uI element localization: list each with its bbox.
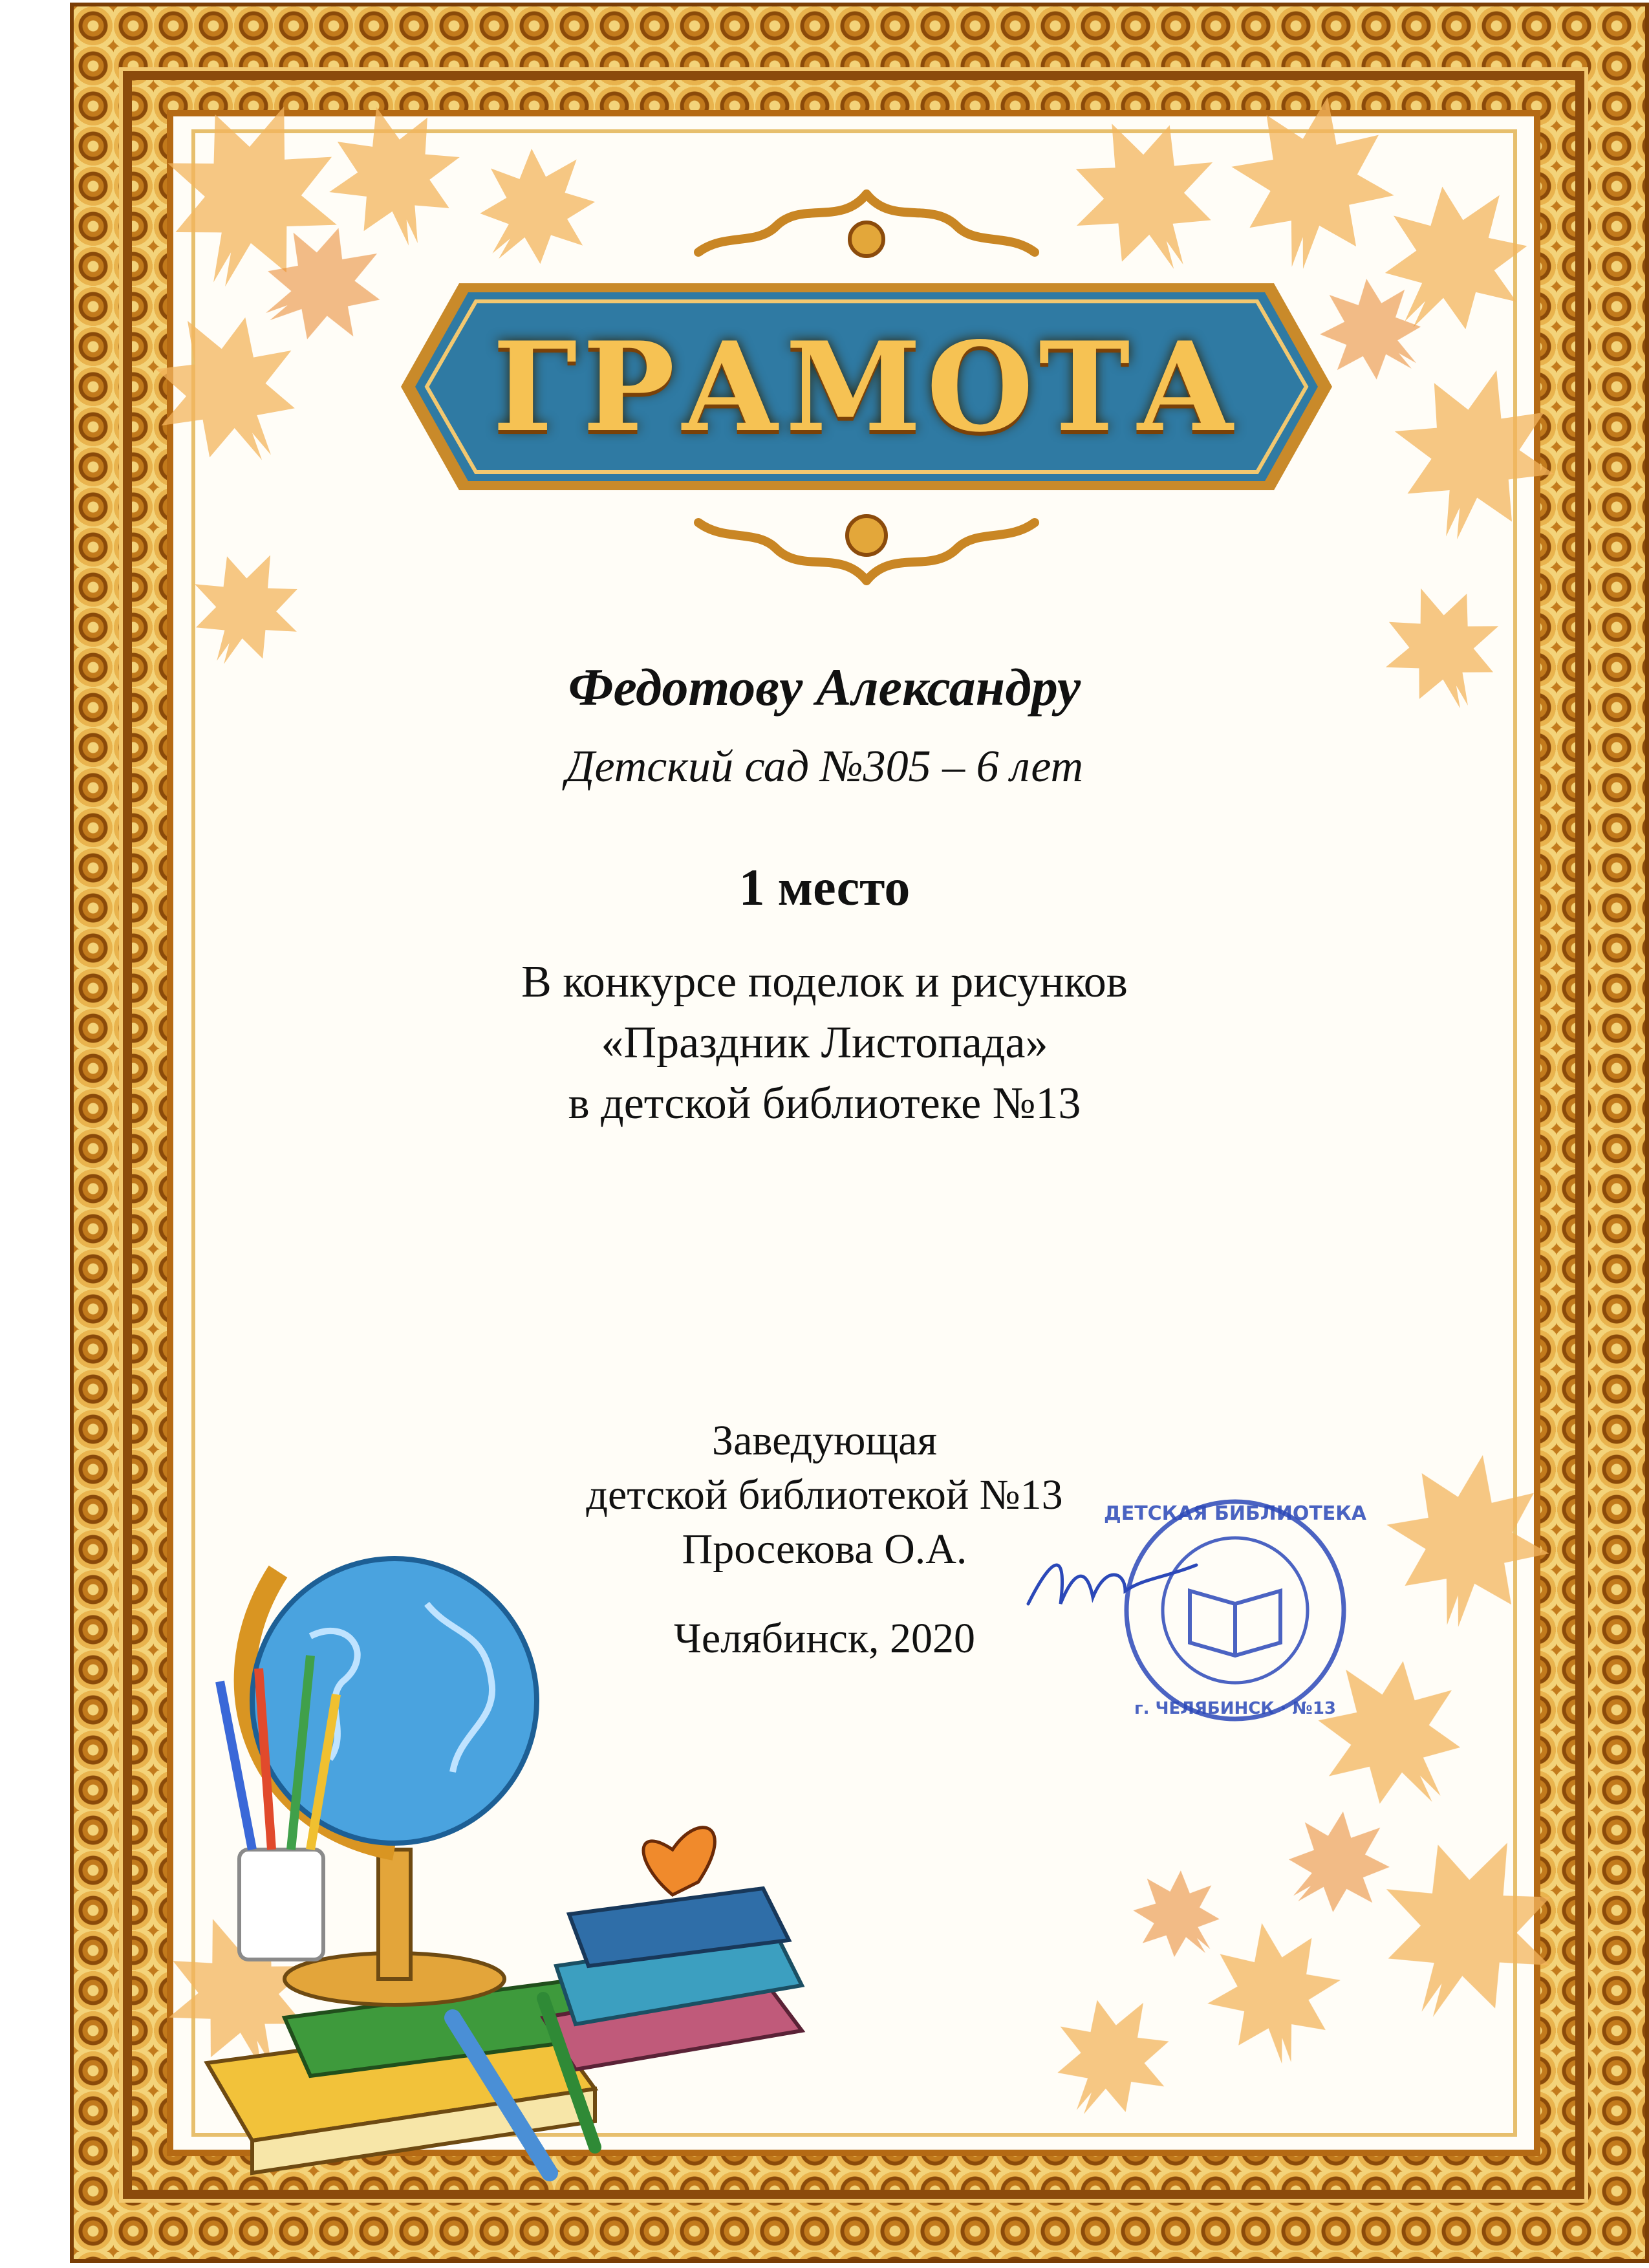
library-stamp: [1103, 1494, 1367, 1727]
city-year: Челябинск, 2020: [673, 1615, 976, 1662]
description-line: «Праздник Листопада»: [601, 1018, 1048, 1068]
butterfly-icon: [643, 1828, 715, 1895]
signatory-institution: детской библиотекой №13: [586, 1471, 1063, 1518]
recipient-name: Федотову Александру: [568, 658, 1081, 717]
books-stack-icon: [543, 1888, 802, 2069]
description-line: В конкурсе поделок и рисунков: [521, 957, 1128, 1007]
school-supplies-illustration: [181, 1487, 957, 2218]
svg-text:ДЕТСКАЯ БИБЛИОТЕКА: ДЕТСКАЯ БИБЛИОТЕКА: [1103, 1502, 1367, 1525]
signatory-name: Просекова О.А.: [682, 1526, 967, 1573]
plaque-ornament-top: [673, 188, 1061, 272]
title-plaque: [401, 283, 1332, 490]
certificate-title: ГРАМОТА: [492, 314, 1241, 459]
svg-text:г. ЧЕЛЯБИНСК · №13: г. ЧЕЛЯБИНСК · №13: [1134, 1699, 1337, 1718]
plaque-ornament-bottom: [673, 497, 1061, 594]
award-description: [0, 952, 1649, 1134]
description-line: в детской библиотеке №13: [568, 1079, 1081, 1129]
award-place: 1 место: [738, 859, 911, 916]
signatory-position: Заведующая: [712, 1417, 937, 1464]
recipient-organization: Детский сад №305 – 6 лет: [565, 742, 1084, 792]
